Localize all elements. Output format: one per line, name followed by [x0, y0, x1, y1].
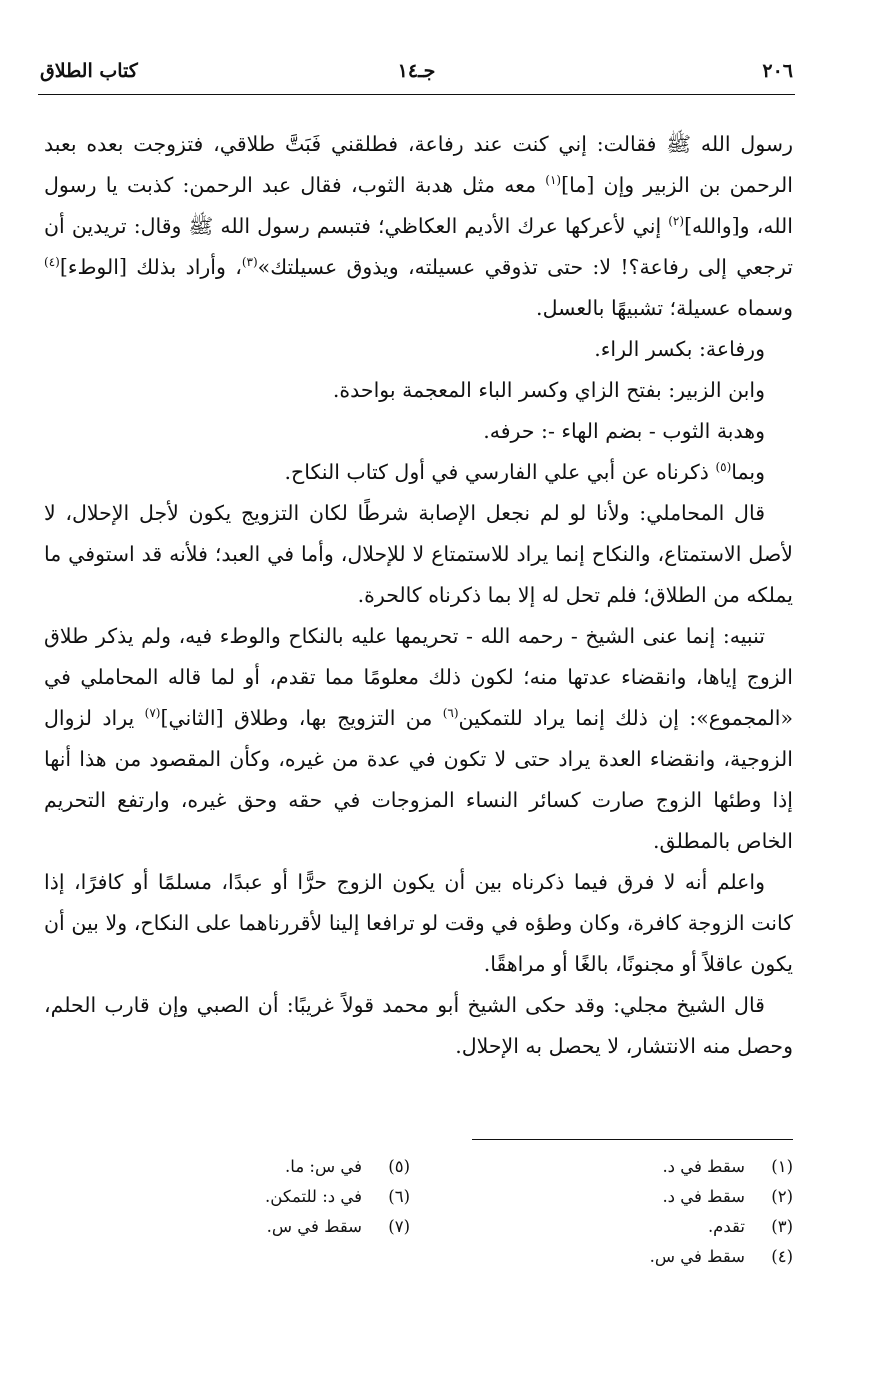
- paragraph-2: ورفاعة: بكسر الراء.: [594, 337, 765, 361]
- footnote-number: (٧): [388, 1217, 410, 1236]
- footnote-item: [533, 1242, 793, 1272]
- running-header: [40, 58, 793, 94]
- footnote-item: [150, 1182, 410, 1212]
- text-run: رسول الله ﷺ فقالت: إني كنت عند رفاعة، فطلقني فَبَتَّ طلاقي، فتزوجت بعده بعبد الرحمن بن الزبير وإن [ما]: [44, 132, 793, 197]
- footnote-number: (١): [771, 1157, 793, 1176]
- paragraph-5: [44, 452, 793, 493]
- footnote-item: [533, 1152, 793, 1182]
- text-run: إني لأعركها عرك الأديم العكاظي؛ فتبسم رسول الله ﷺ وقال: تريدين أن ترجعي إلى رفاعة؟! لا: حتى تذوقي عسيلته، ويذوق عسيلتك»: [44, 214, 793, 279]
- text-run: تنبيه: إنما عنى الشيخ - رحمه الله - تحريمها عليه بالنكاح والوطء فيه، ولم يذكر طلاق الزوج إياها، وانقضاء عدتها منه؛ لكون ذلك معلومًا مما تقدم، أو لما قاله المحاملي في «المجموع»: إن ذلك إنما يراد للتمكين: [44, 624, 794, 730]
- footnote-number: (٤): [771, 1247, 793, 1266]
- text-run: ، وأراد بذلك [الوطء]: [59, 255, 242, 279]
- footnote-item: [150, 1152, 410, 1182]
- footnote-divider: [472, 1139, 793, 1140]
- footnote-text: في س: ما.: [285, 1157, 362, 1176]
- text-run: وسماه عسيلة؛ تشبيهًا بالعسل.: [536, 296, 793, 320]
- book-title: كتاب الطلاق: [40, 60, 138, 82]
- paragraph-6: قال المحاملي: ولأنا لو لم نجعل الإصابة شرطًا لكان التزويج يكون لأجل الإحلال، لا لأصل الاستمتاع، والنكاح إنما يراد للاستمتاع لا للإحلال، وأما في العبد؛ فلأنه قد استوفي ما يملكه من الطلاق؛ فلم تحل له إلا بما ذكرناه كالحرة.: [44, 501, 793, 607]
- footnote-text: تقدم.: [707, 1217, 745, 1236]
- footnote-ref: (٧): [144, 706, 161, 721]
- footnote-ref: (٤): [44, 255, 60, 270]
- footnote-number: (٢): [771, 1187, 793, 1206]
- paragraph-3: وابن الزبير: بفتح الزاي وكسر الباء المعجمة بواحدة.: [332, 378, 765, 402]
- footnote-item: [533, 1182, 793, 1212]
- footnote-ref: (١): [545, 173, 562, 188]
- text-run: من التزويج بها، وطلاق [الثاني]: [160, 706, 443, 730]
- text-run: معه مثل هدبة الثوب، فقال عبد الرحمن: كذبت يا رسول الله، و[والله]: [44, 173, 793, 238]
- footnote-text: سقط في س.: [649, 1247, 745, 1266]
- footnote-item: [150, 1212, 410, 1242]
- text-run: ذكرناه عن أبي علي الفارسي في أول كتاب النكاح.: [284, 460, 716, 484]
- header-divider: [38, 94, 795, 95]
- footnote-text: سقط في د.: [662, 1187, 745, 1206]
- footnote-ref: (٣): [241, 255, 258, 270]
- paragraph-8: واعلم أنه لا فرق فيما ذكرناه بين أن يكون الزوج حرًّا أو عبدًا، مسلمًا أو كافرًا، إذا كانت الزوجة كافرة، وكان وطؤه في وقت لو ترافعا إلينا لأقررناهما على النكاح، ولا بين أن يكون عاقلاً أو مجنونًا، بالغًا أو مراهقًا.: [44, 870, 793, 976]
- paragraph-9: قال الشيخ مجلي: وقد حكى الشيخ أبو محمد قولاً غريبًا: أن الصبي وإن قارب الحلم، وحصل منه الانتشار، لا يحصل به الإحلال.: [44, 993, 793, 1058]
- footnote-number: (٥): [388, 1157, 410, 1176]
- footnote-item: [533, 1212, 793, 1242]
- paragraph-1: [44, 124, 793, 329]
- paragraph-7: [44, 616, 793, 862]
- footnote-ref: (٥): [715, 460, 732, 475]
- footnote-ref: (٢): [668, 214, 685, 229]
- footnotes-column-left: [150, 1152, 410, 1242]
- text-run: يراد لزوال الزوجية، وانقضاء العدة يراد حتى لا تكون في عدة من غيره، وكأن المقصود من هذا أنها إذا وطئها الزوج صارت كسائر النساء المزوجات في حقه وحق غيره، وارتفع التحريم الخاص بالمطلق.: [44, 706, 793, 853]
- footnote-text: سقط في د.: [662, 1157, 745, 1176]
- footnote-number: (٣): [771, 1217, 793, 1236]
- page-number: ٢٠٦: [762, 60, 793, 82]
- main-text: [44, 124, 793, 1067]
- paragraph-4: وهدبة الثوب - بضم الهاء -: حرفه.: [483, 419, 765, 443]
- volume-label: جـ١٤: [397, 60, 436, 82]
- footnote-number: (٦): [388, 1187, 410, 1206]
- footnote-text: في د: للتمكن.: [265, 1187, 362, 1206]
- footnote-text: سقط في س.: [266, 1217, 362, 1236]
- footnotes-column-right: [533, 1152, 793, 1272]
- footnote-ref: (٦): [442, 706, 459, 721]
- text-run: وبما: [731, 460, 765, 484]
